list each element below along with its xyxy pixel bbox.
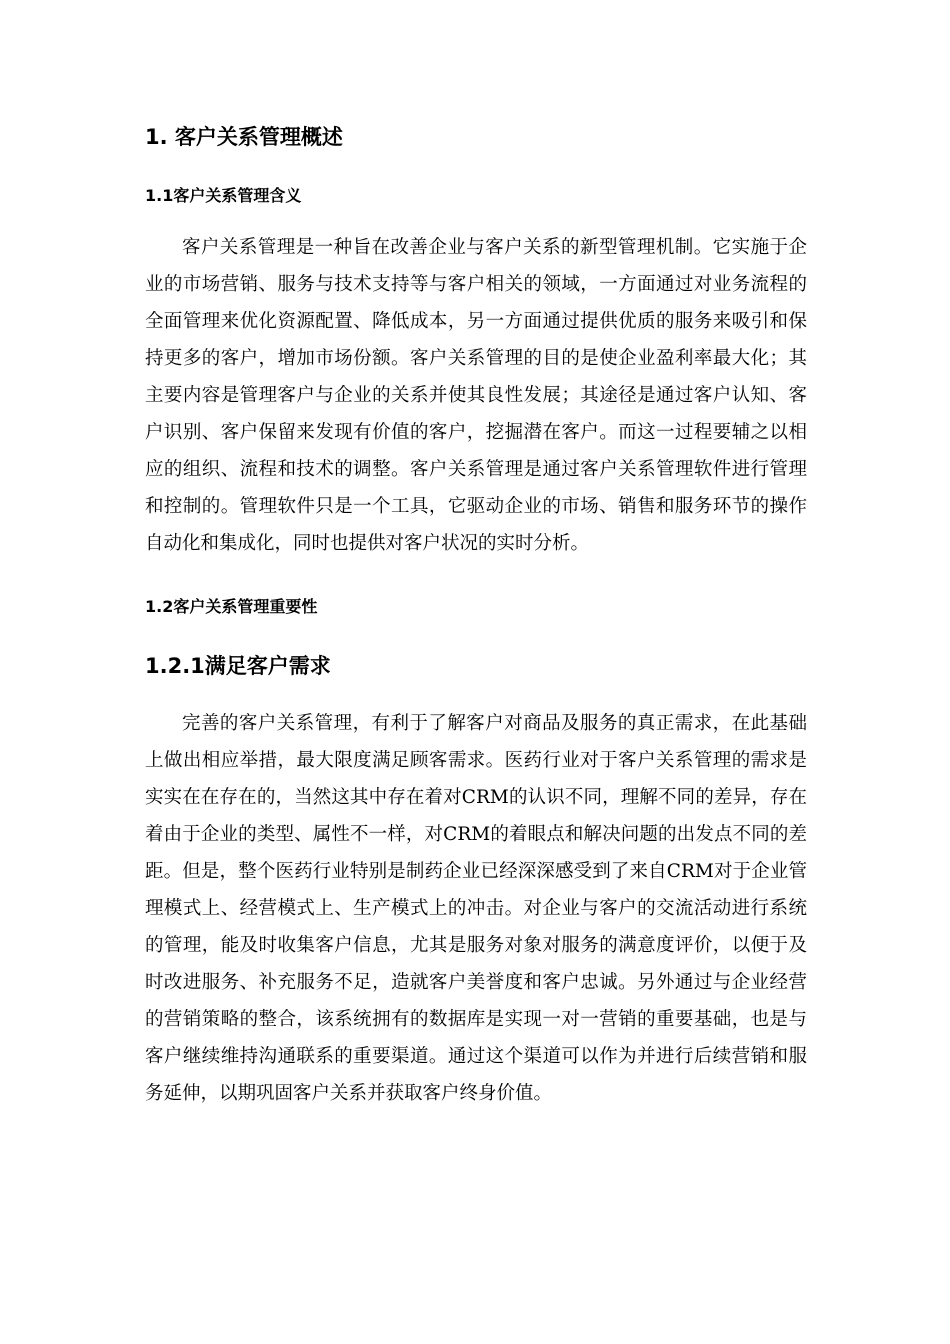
paragraph-customer-needs: 完善的客户关系管理，有利于了解客户对商品及服务的真正需求，在此基础上做出相应举措，最大限度满足顾客需求。医药行业对于客户关系管理的需求是实实在在存在的，当然这其中存在着对CRM的认识不同，理解不同的差异，存在着由于企业的类型、属性不一样，对CRM的着眼点和解决问题的出发点不同的差距。但是，整个医药行业特别是制药企业已经深深感受到了来自CRM对于企业管理模式上、经营模式上、生产模式上的冲击。对企业与客户的交流活动进行系统的管理，能及时收集客户信息，尤其是服务对象对服务的满意度评价，以便于及时改进服务、补充服务不足，造就客户美誉度和客户忠诚。另外通过与企业经营的营销策略的整合，该系统拥有的数据库是实现一对一营销的重要基础，也是与客户继续维持沟通联系的重要渠道。通过这个渠道可以作为并进行后续营销和服务延伸，以期巩固客户关系并获取客户终身价值。 [145,713,807,1104]
paragraph-crm-definition: 客户关系管理是一种旨在改善企业与客户关系的新型管理机制。它实施于企业的市场营销、服务与技术支持等与客户相关的领域，一方面通过对业务流程的全面管理来优化资源配置、降低成本，另一方面通过提供优质的服务来吸引和保持更多的客户，增加市场份额。客户关系管理的目的是使企业盈利率最大化；其主要内容是管理客户与企业的关系并使其良性发展；其途径是通过客户认知、客户识别、客户保留来发现有价值的客户，挖掘潜在客户。而这一过程要辅之以相应的组织、流程和技术的调整。客户关系管理是通过客户关系管理软件进行管理和控制的。管理软件只是一个工具，它驱动企业的市场、销售和服务环节的操作自动化和集成化，同时也提供对客户状况的实时分析。 [145,237,807,554]
section-heading-1: 1. 客户关系管理概述 [145,125,343,149]
section-heading-1-2: 1.2客户关系管理重要性 [145,597,318,616]
section-heading-1-1: 1.1客户关系管理含义 [145,186,302,205]
section-heading-1-2-1: 1.2.1满足客户需求 [145,654,331,678]
